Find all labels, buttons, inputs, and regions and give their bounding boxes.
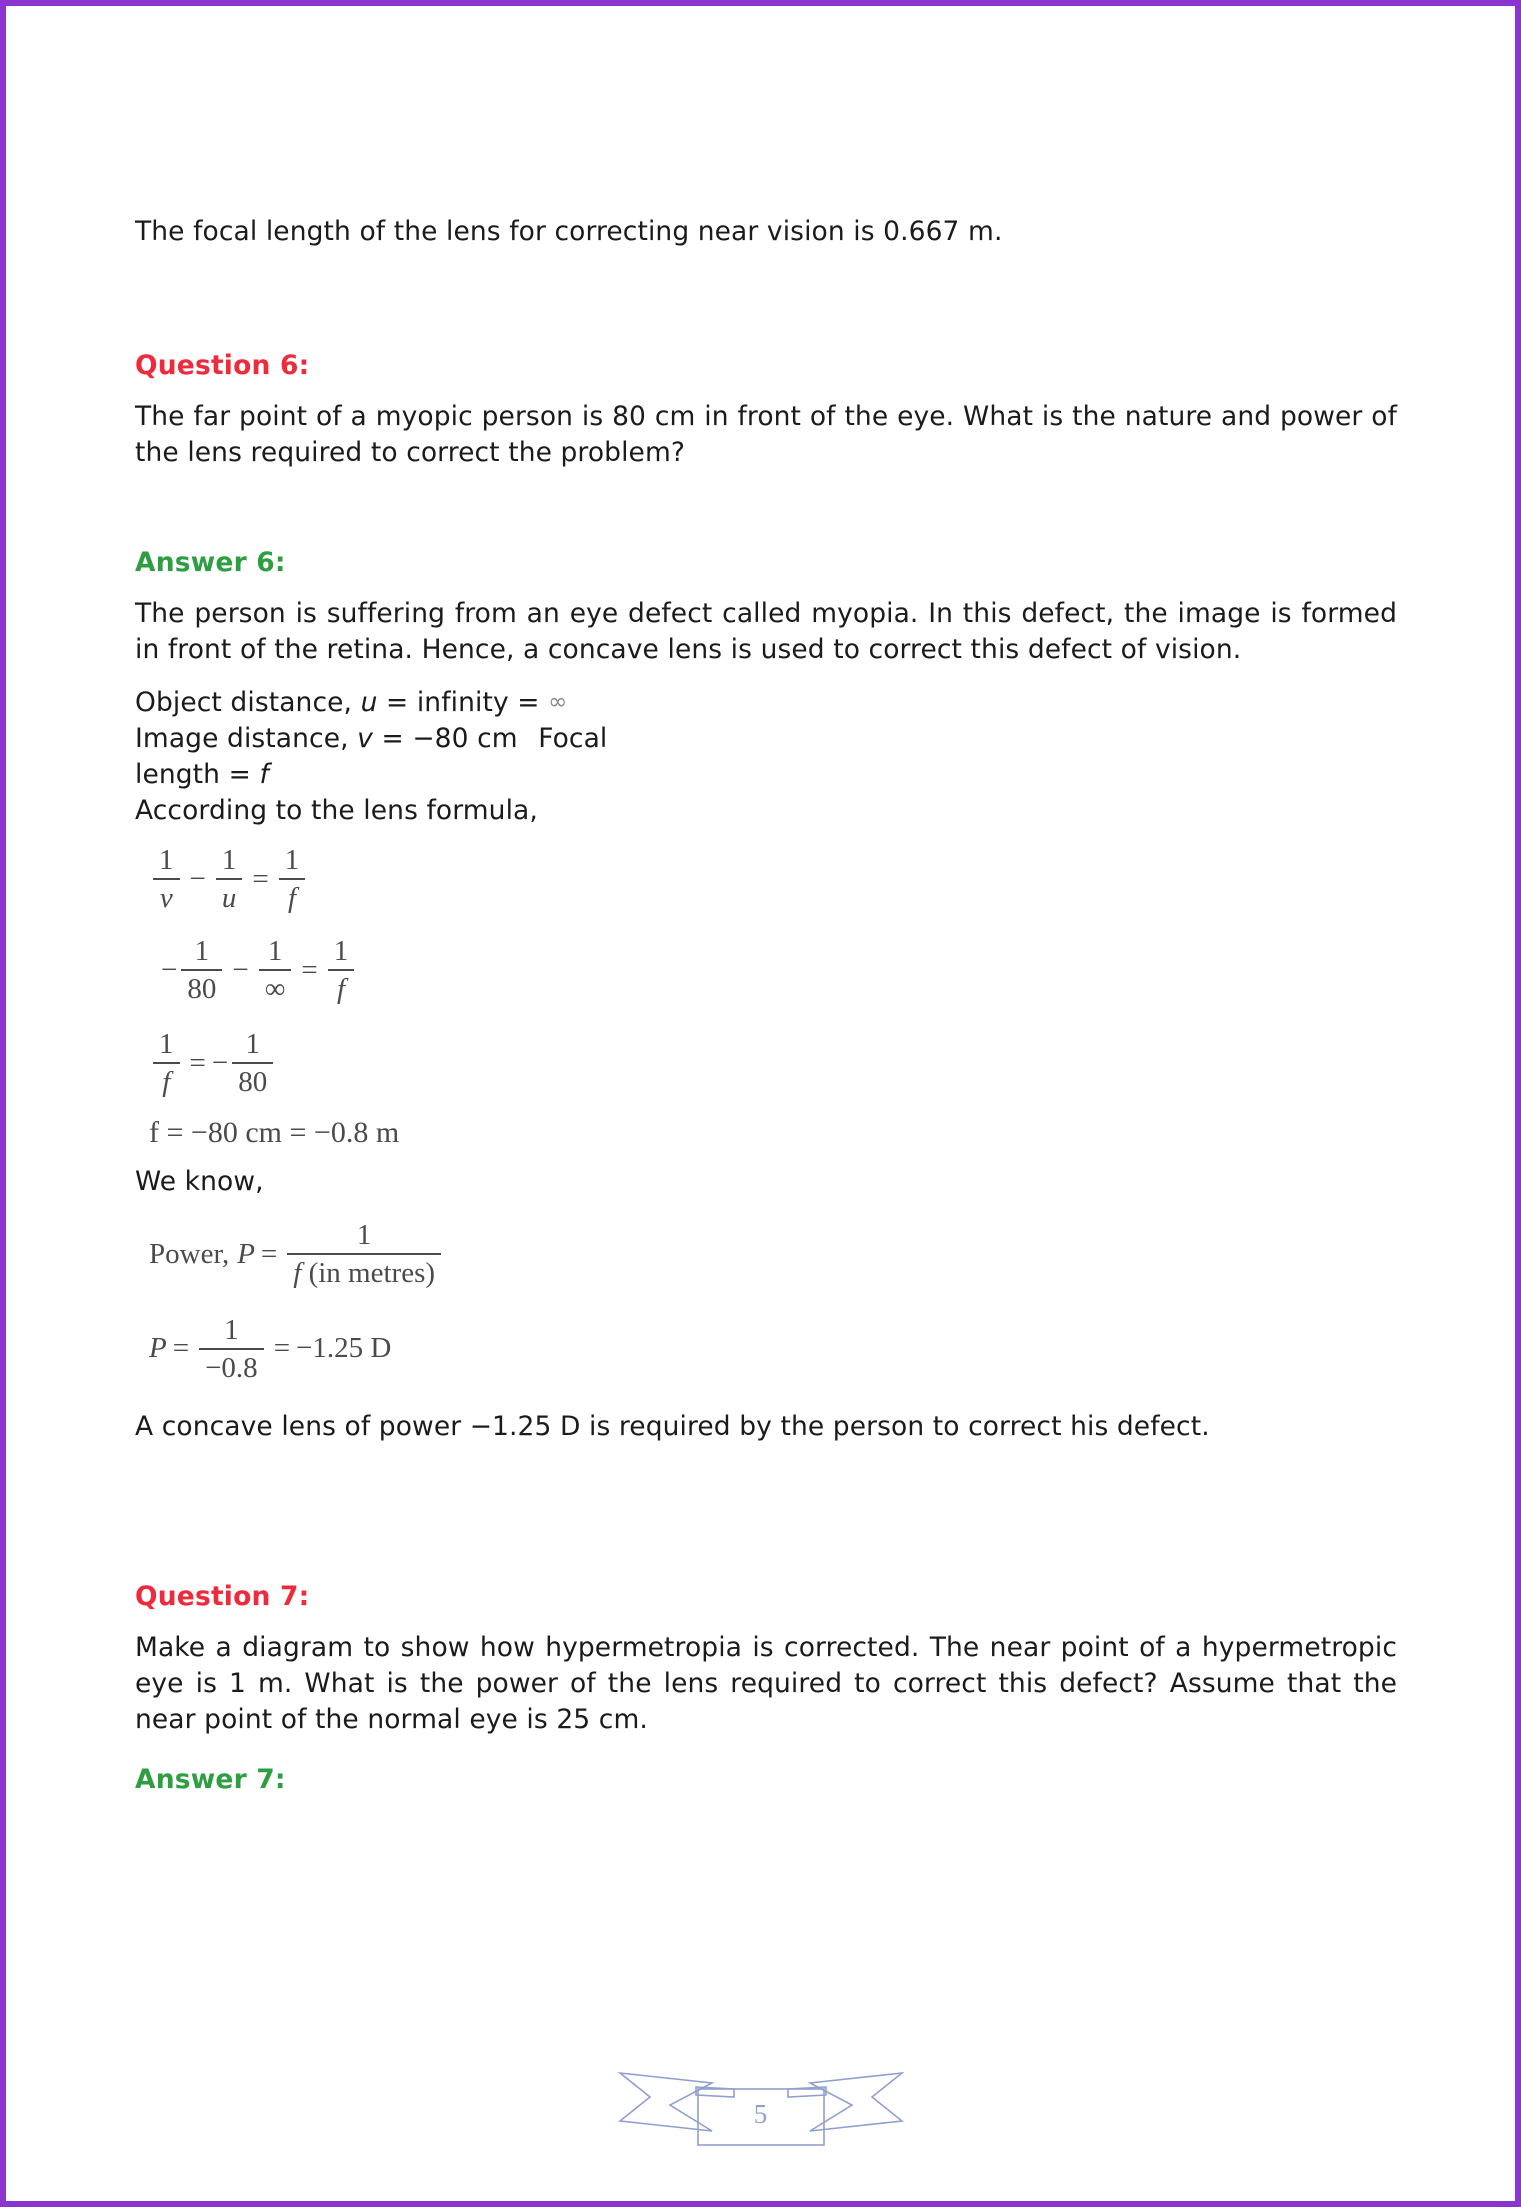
top-spacer	[135, 6, 1397, 102]
gap-eq3	[135, 1005, 1397, 1029]
equation-power-result	[135, 1315, 1397, 1384]
denominator: ∞	[264, 973, 286, 1006]
denominator: −0.8	[205, 1351, 258, 1384]
numerator: 1	[245, 1027, 260, 1060]
fraction-1-over-80	[232, 1029, 273, 1098]
question-7-heading: Question 7:	[135, 1581, 310, 1613]
gap-power	[135, 1200, 1397, 1220]
power-result-value: −1.25 D	[296, 1332, 392, 1365]
fraction-bar	[181, 969, 222, 971]
numerator: 1	[224, 1313, 239, 1346]
q6-gap	[135, 381, 1397, 399]
fraction-bar	[279, 878, 306, 880]
fraction-bar	[328, 969, 355, 971]
object-distance-variable: u	[360, 687, 378, 718]
page-content	[135, 6, 1397, 1795]
denominator: f	[162, 1066, 171, 1099]
equals-operator: =	[189, 1046, 206, 1079]
q7-gap	[135, 1612, 1397, 1630]
question-6-text: The far point of a myopic person is 80 cm in front of the eye. What is the nature and power of the lens required to correct the problem?	[135, 401, 1397, 468]
we-know-text: We know,	[135, 1165, 264, 1197]
equals-operator-2: =	[273, 1332, 291, 1365]
answer-6-intro: The person is suffering from an eye defect called myopia. In this defect, the image is formed in front of the retina. Hence, a concave lens is used to correct this defect of vision.	[135, 598, 1397, 665]
focal-length-line	[135, 757, 1397, 793]
minus-operator: −	[189, 862, 206, 895]
equals-operator: =	[172, 1332, 190, 1365]
fraction-bar	[153, 878, 180, 880]
minus-operator: −	[232, 953, 249, 986]
denominator: f	[287, 882, 296, 915]
formula-lead: According to the lens formula,	[135, 795, 538, 826]
numerator: 1	[267, 934, 283, 967]
image-distance-value: = −80 cm	[381, 723, 518, 754]
given-values	[135, 684, 1397, 829]
numerator: 1	[333, 934, 349, 967]
fraction-power	[287, 1220, 441, 1289]
object-distance-line	[135, 684, 1397, 721]
numerator: 1	[194, 934, 210, 967]
image-distance-line	[135, 721, 1397, 757]
gap-before-a7	[135, 1738, 1397, 1764]
power-variable: P	[149, 1332, 167, 1365]
page-number: 5	[753, 2099, 768, 2129]
top-spacer-2	[135, 102, 1397, 168]
focal-length-result: f = −80 cm = −0.8 m	[149, 1115, 400, 1149]
object-distance-label: Object distance,	[135, 687, 353, 718]
fraction-bar	[216, 878, 243, 880]
top-spacer-3	[135, 168, 1397, 214]
answer-6-conclusion: A concave lens of power −1.25 D is required by the person to correct his defect.	[135, 1411, 1210, 1443]
leading-minus: −	[161, 953, 178, 986]
a6-gap	[135, 578, 1397, 596]
power-variable: P	[237, 1237, 255, 1270]
ribbon-banner	[616, 2039, 906, 2149]
page-footer	[6, 2039, 1515, 2149]
numerator: 1	[159, 844, 174, 876]
numerator: 1	[221, 844, 237, 876]
gap-eq4	[135, 1098, 1397, 1116]
focal-variable: f	[259, 759, 269, 790]
ribbon-icon	[616, 2039, 906, 2149]
minus-sign: −	[211, 1046, 229, 1079]
gap-powerval	[135, 1289, 1397, 1315]
fraction-1-over-infinity	[259, 936, 292, 1005]
denominator: f	[336, 973, 346, 1006]
gap-given	[135, 668, 1397, 684]
equation-substituted	[135, 936, 1397, 1005]
fraction-1-over-u	[216, 845, 243, 914]
fraction-1-over-f	[153, 1029, 180, 1098]
focal-label-part2: length =	[135, 759, 251, 790]
fraction-bar	[259, 969, 292, 971]
equals-operator: =	[252, 862, 269, 895]
equation-lens-formula	[135, 845, 1397, 914]
answer-6-heading: Answer 6:	[135, 547, 286, 578]
question-7-text: Make a diagram to show how hypermetropia is corrected. The near point of a hypermetropic eye is 1 m. What is the power of the lens required to correct this defect? Assume that the near point of the normal eye is 25 cm.	[135, 1632, 1397, 1736]
image-distance-label: Image distance,	[135, 723, 349, 754]
numerator: 1	[159, 1027, 174, 1060]
gap-before-q7-b	[135, 1555, 1397, 1581]
equation-power-definition	[135, 1220, 1397, 1289]
equals-operator: =	[260, 1237, 278, 1270]
power-label: Power,	[149, 1237, 230, 1270]
equals-operator: =	[301, 953, 318, 986]
fraction-bar	[232, 1062, 273, 1064]
focal-label-part1: Focal	[538, 723, 608, 754]
gap-eq1	[135, 829, 1397, 845]
gap-eq2	[135, 914, 1397, 936]
fraction-1-over-80	[181, 936, 222, 1005]
image-distance-variable: v	[357, 723, 373, 754]
top-paragraph: The focal length of the lens for correcting near vision is 0.667 m.	[135, 216, 1003, 247]
denominator-unit-text: (in metres)	[308, 1257, 436, 1290]
fraction-1-over-neg08	[199, 1315, 264, 1384]
gap-before-q6	[135, 250, 1397, 350]
denominator: v	[159, 882, 173, 915]
infinity-symbol: ∞	[548, 689, 568, 715]
denominator	[287, 1258, 441, 1288]
fraction-1-over-f	[279, 845, 306, 914]
fraction-bar	[153, 1062, 180, 1064]
fraction-1-over-f	[328, 936, 355, 1005]
numerator: 1	[356, 1218, 372, 1251]
question-6-heading: Question 6:	[135, 350, 310, 381]
fraction-bar	[287, 1253, 441, 1255]
object-distance-value: = infinity =	[386, 687, 540, 718]
fraction-bar	[199, 1348, 264, 1350]
gap-before-q7-a	[135, 1445, 1397, 1555]
denominator: u	[221, 882, 237, 915]
denominator: 80	[187, 973, 217, 1006]
answer-7-heading: Answer 7:	[135, 1764, 286, 1796]
gap-before-a6	[135, 471, 1397, 547]
numerator: 1	[284, 844, 300, 876]
denominator: 80	[238, 1066, 268, 1099]
equation-solved-for-f	[135, 1029, 1397, 1098]
fraction-1-over-v	[153, 845, 180, 914]
gap-weknow	[135, 1150, 1397, 1164]
gap-conclusion	[135, 1383, 1397, 1409]
denominator-variable: f	[293, 1257, 302, 1290]
